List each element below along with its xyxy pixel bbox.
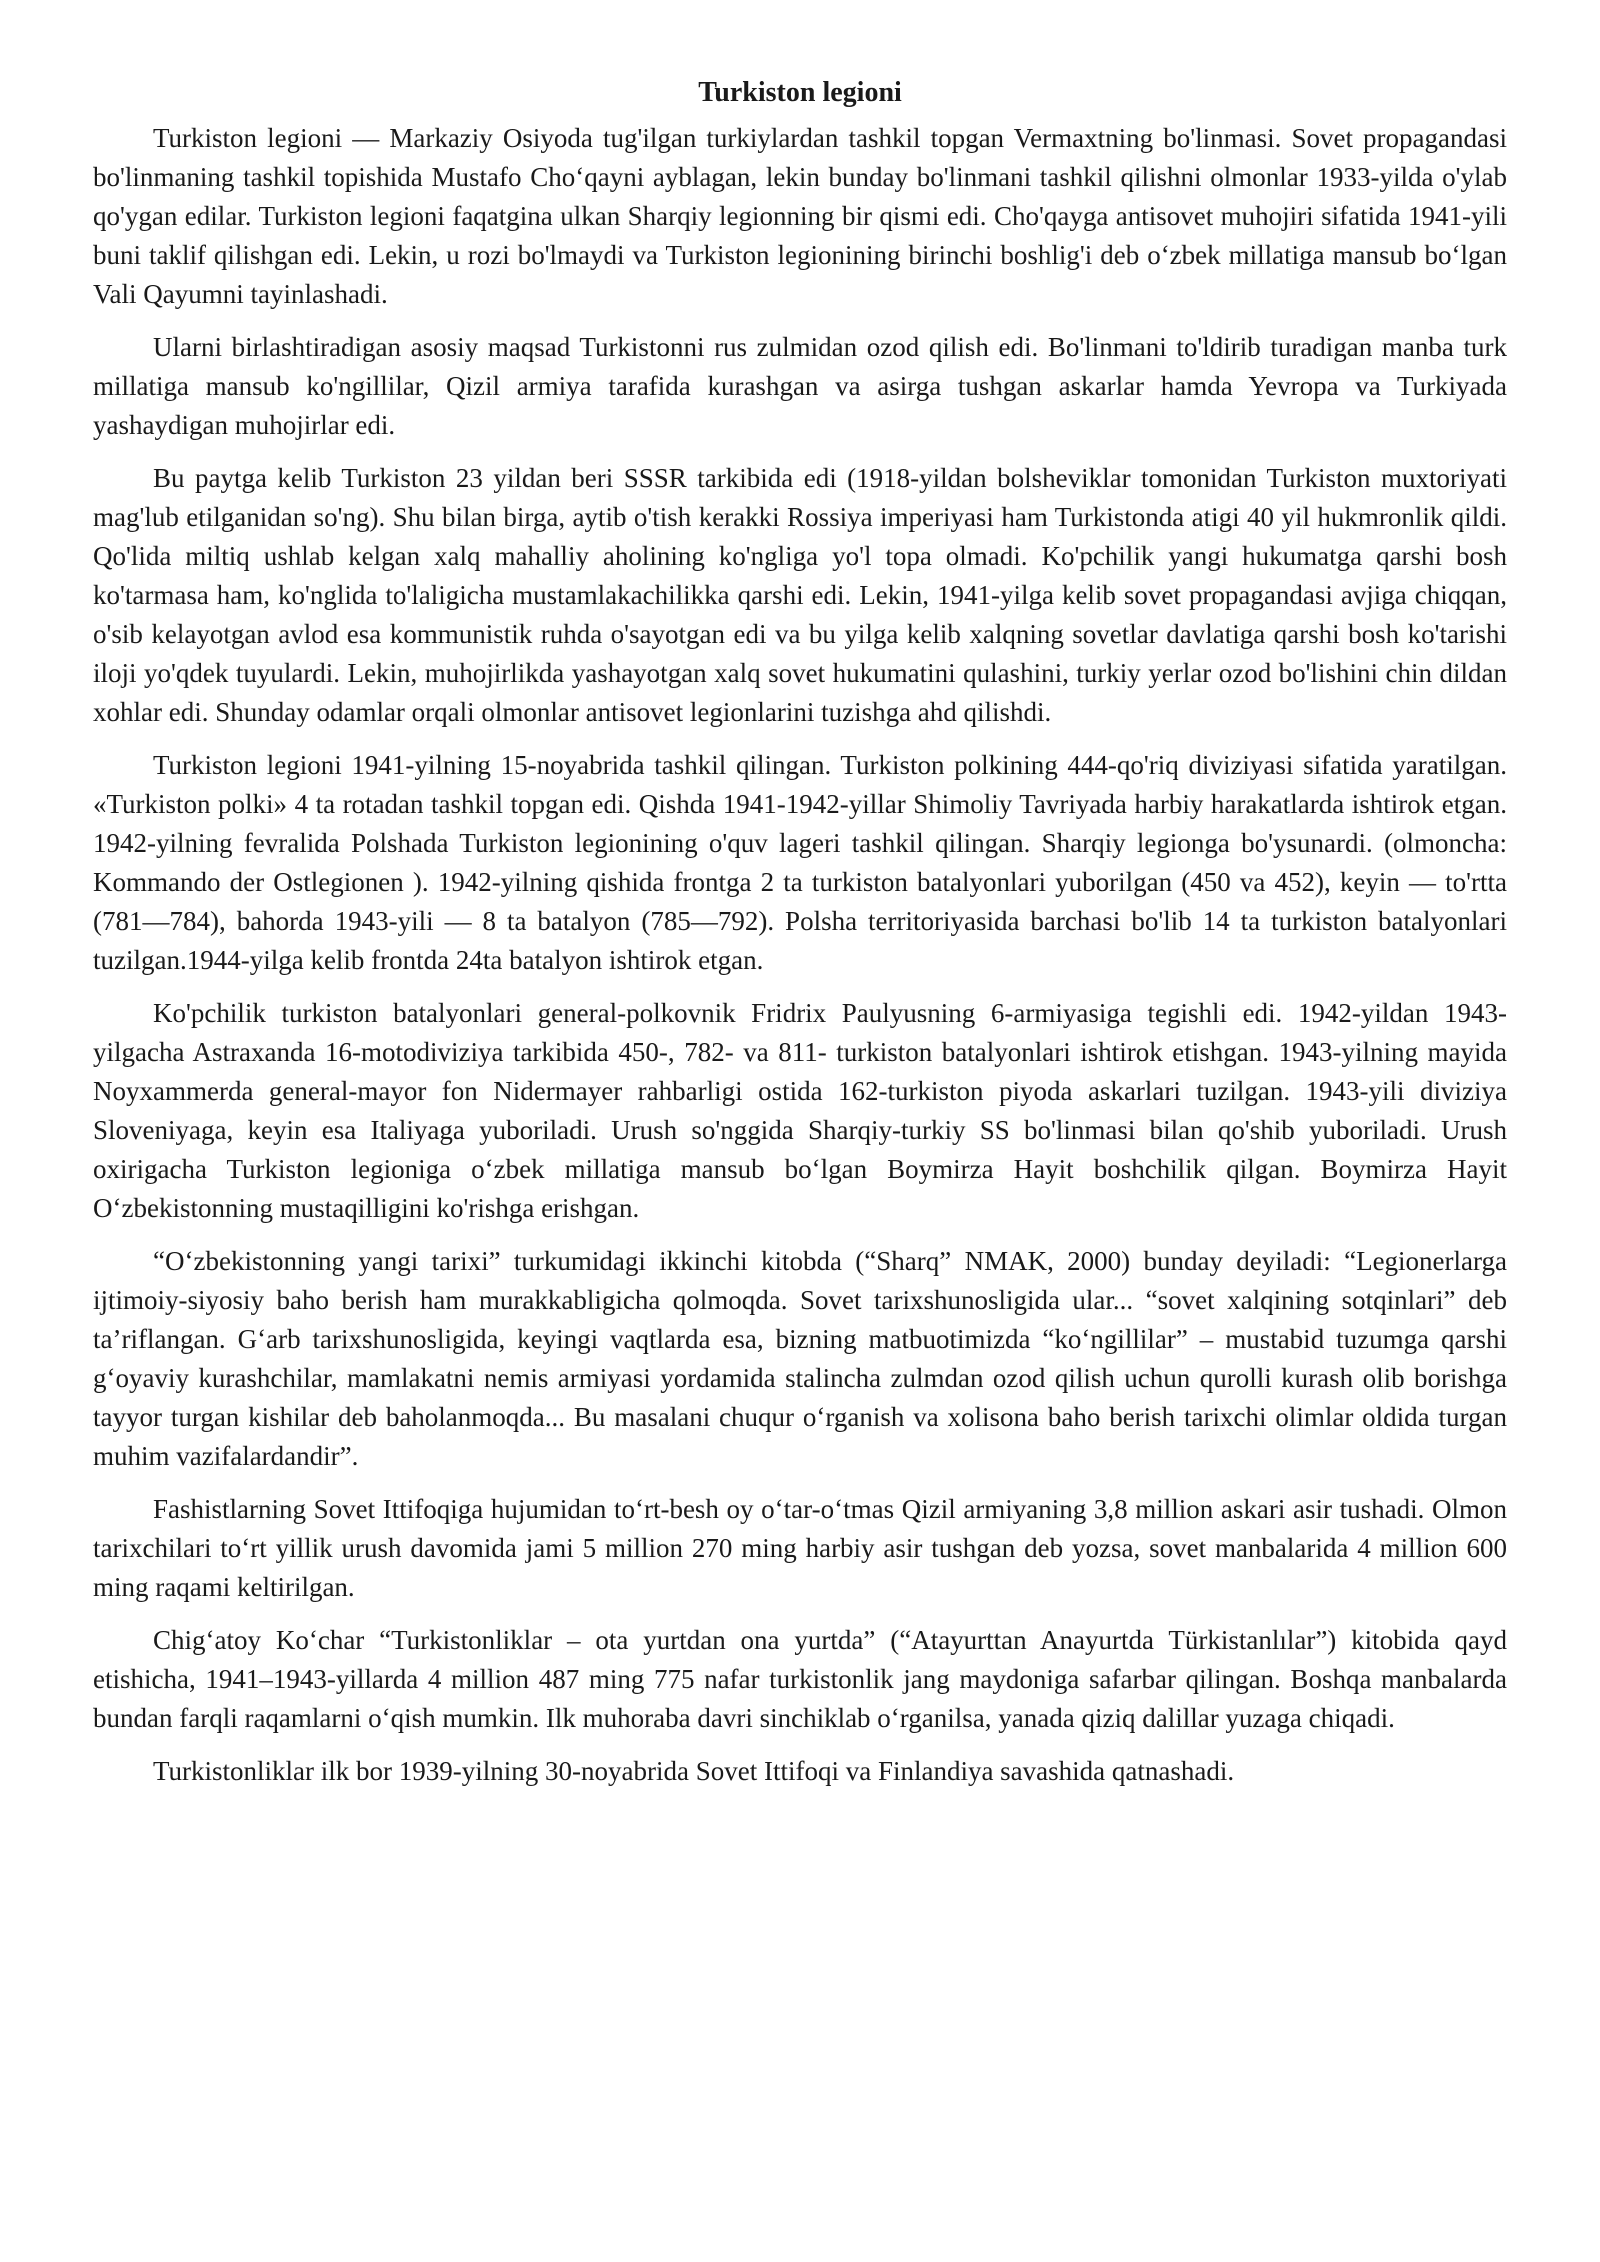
paragraph-6: “O‘zbekistonning yangi tarixi” turkumidagi ikkinchi kitobda (“Sharq” NMAK, 2000) bunday deyiladi: “Legionerlarga ijtimoiy-siyosiy baho berish ham murakkabligicha qolmoqda. Sovet tarixshunosligida ular... “sovet xalqining sotqinlari” deb ta’riflangan. G‘arb tarixshunosligida, keyingi vaqtlarda esa, bizning matbuotimizda “ko‘ngillilar” – mustabid tuzumga qarshi g‘oyaviy kurashchilar, mamlakatni nemis armiyasi yordamida stalincha zulmdan ozod qilish uchun qurolli kurash olib borishga tayyor turgan kishilar deb baholanmoqda... Bu masalani chuqur o‘rganish va xolisona baho berish tarixchi olimlar oldida turgan muhim vazifalardandir”. [93, 1246, 1507, 1471]
paragraph-4: Turkiston legioni 1941-yilning 15-noyabrida tashkil qilingan. Turkiston polkining 444-qo'riq diviziyasi sifatida yaratilgan. «Turkiston polki» 4 ta rotadan tashkil topgan edi. Qishda 1941-1942-yillar Shimoliy Tavriyada harbiy harakatlarda ishtirok etgan. 1942-yilning fevralida Polshada Turkiston legionining o'quv lageri tashkil qilingan. Sharqiy legionga bo'ysunardi. (olmoncha: Kommando der Ostlegionen ). 1942-yilning qishida frontga 2 ta turkiston batalyonlari yuborilgan (450 va 452), keyin — to'rtta (781—784), bahorda 1943-yili — 8 ta batalyon (785—792). Polsha territoriyasida barchasi bo'lib 14 ta turkiston batalyonlari tuzilgan.1944-yilga kelib frontda 24ta batalyon ishtirok etgan. [93, 750, 1507, 975]
paragraph-8: Chig‘atoy Ko‘char “Turkistonliklar – ota yurtdan ona yurtda” (“Atayurttan Anayurtda Türkistanlılar”) kitobida qayd etishicha, 1941–1943-yillarda 4 million 487 ming 775 nafar turkistonlik jang maydoniga safarbar qilingan. Boshqa manbalarda bundan farqli raqamlarni o‘qish mumkin. Ilk muhoraba davri sinchiklab o‘rganilsa, yanada qiziq dalillar yuzaga chiqadi. [93, 1625, 1507, 1733]
paragraph-2: Ularni birlashtiradigan asosiy maqsad Turkistonni rus zulmidan ozod qilish edi. Bo'linmani to'ldirib turadigan manba turk millatiga mansub ko'ngillilar, Qizil armiya tarafida kurashgan va asirga tushgan askarlar hamda Yevropa va Turkiyada yashaydigan muhojirlar edi. [93, 332, 1507, 440]
document-page [93, 0, 1507, 1805]
document-title: Turkiston legioni [698, 77, 902, 108]
paragraph-3: Bu paytga kelib Turkiston 23 yildan beri SSSR tarkibida edi (1918-yildan bolsheviklar tomonidan Turkiston muxtoriyati mag'lub etilganidan so'ng). Shu bilan birga, aytib o'tish kerakki Rossiya imperiyasi ham Turkistonda atigi 40 yil hukmronlik qildi. Qo'lida miltiq ushlab kelgan xalq mahalliy aholining ko'ngliga yo'l topa olmadi. Ko'pchilik yangi hukumatga qarshi bosh ko'tarmasa ham, ko'nglida to'laligicha mustamlakachilikka qarshi edi. Lekin, 1941-yilga kelib sovet propagandasi avjiga chiqqan, o'sib kelayotgan avlod esa kommunistik ruhda o'sayotgan edi va bu yilga kelib xalqning sovetlar davlatiga qarshi bosh ko'tarishi iloji yo'qdek tuyulardi. Lekin, muhojirlikda yashayotgan xalq sovet hukumatini qulashini, turkiy yerlar ozod bo'lishini chin dildan xohlar edi. Shunday odamlar orqali olmonlar antisovet legionlarini tuzishga ahd qilishdi. [93, 463, 1507, 727]
paragraph-1: Turkiston legioni — Markaziy Osiyoda tug'ilgan turkiylardan tashkil topgan Vermaxtning bo'linmasi. Sovet propagandasi bo'linmaning tashkil topishida Mustafo Cho‘qayni ayblagan, lekin bunday bo'linmani tashkil qilishni olmonlar 1933-yilda o'ylab qo'ygan edilar. Turkiston legioni faqatgina ulkan Sharqiy legionning bir qismi edi. Cho'qayga antisovet muhojiri sifatida 1941-yili buni taklif qilishgan edi. Lekin, u rozi bo'lmaydi va Turkiston legionining birinchi boshlig'i deb o‘zbek millatiga mansub bo‘lgan Vali Qayumni tayinlashadi. [93, 123, 1507, 309]
paragraph-5: Ko'pchilik turkiston batalyonlari general-polkovnik Fridrix Paulyusning 6-armiyasiga tegishli edi. 1942-yildan 1943-yilgacha Astraxanda 16-motodiviziya tarkibida 450-, 782- va 811- turkiston batalyonlari ishtirok etishgan. 1943-yilning mayida Noyxammerda general-mayor fon Nidermayer rahbarligi ostida 162-turkiston piyoda askarlari tuzilgan. 1943-yili diviziya Sloveniyaga, keyin esa Italiyaga yuboriladi. Urush so'nggida Sharqiy-turkiy SS bo'linmasi bilan qo'shib yuboriladi. Urush oxirigacha Turkiston legioniga o‘zbek millatiga mansub bo‘lgan Boymirza Hayit boshchilik qilgan. Boymirza Hayit O‘zbekistonning mustaqilligini ko'rishga erishgan. [93, 998, 1507, 1223]
paragraph-9: Turkistonliklar ilk bor 1939-yilning 30-noyabrida Sovet Ittifoqi va Finlandiya savashida qatnashadi. [153, 1756, 1235, 1786]
paragraph-7: Fashistlarning Sovet Ittifoqiga hujumidan to‘rt-besh oy o‘tar-o‘tmas Qizil armiyaning 3,8 million askari asir tushadi. Olmon tarixchilari to‘rt yillik urush davomida jami 5 million 270 ming harbiy asir tushgan deb yozsa, sovet manbalarida 4 million 600 ming raqami keltirilgan. [93, 1494, 1507, 1602]
